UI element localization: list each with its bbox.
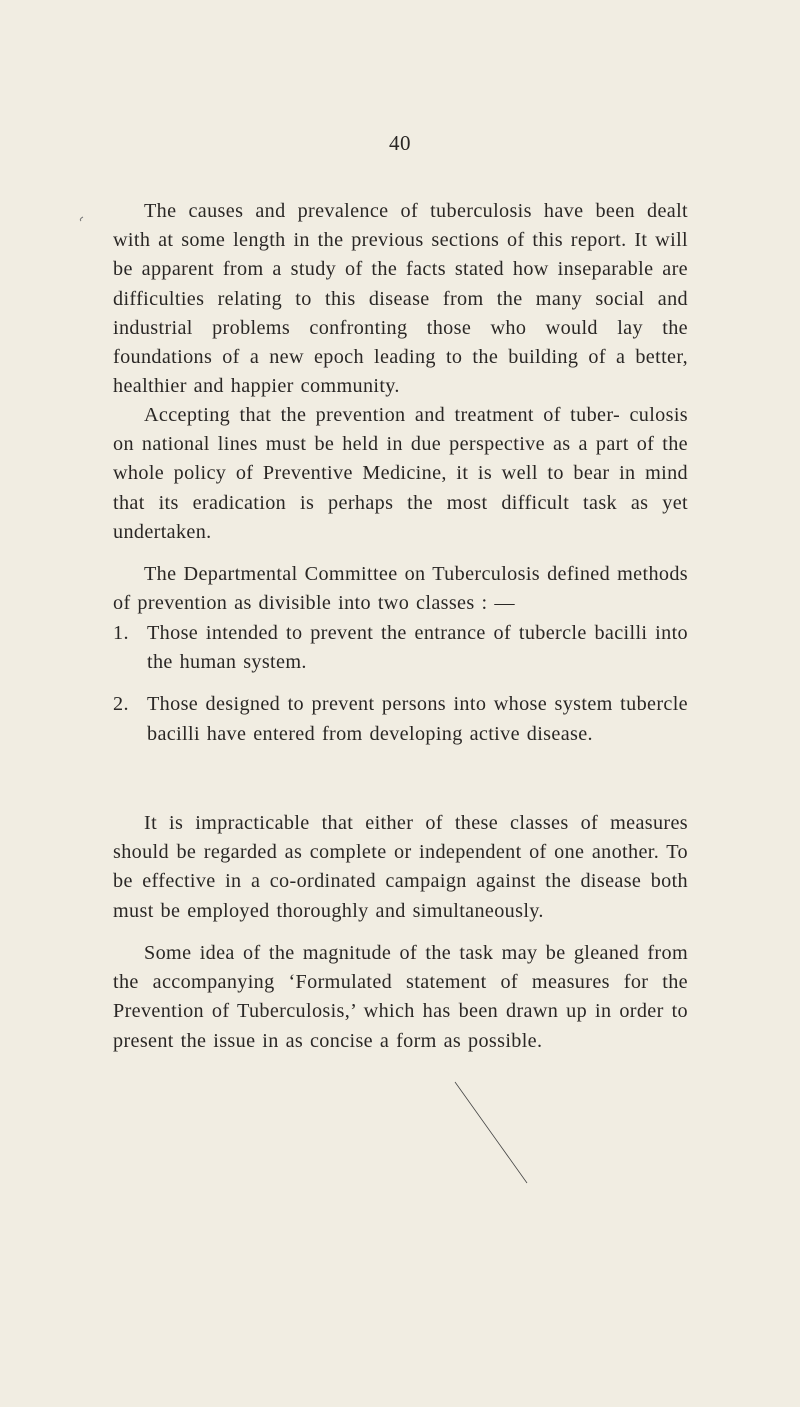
diagonal-pen-line <box>455 1082 527 1183</box>
paragraph-accepting: Accepting that the prevention and treatment of tuber- culosis on national lines must be held in due perspective as a part of the whole policy of Preventive Medicine, it is well to bear in mind that its eradication is perhaps the most difficult task as yet undertaken. <box>113 404 688 543</box>
page-number: 40 <box>389 131 411 155</box>
ink-speck <box>80 217 83 221</box>
list-item <box>113 690 688 748</box>
paragraph-causes: The causes and prevalence of tuberculosis have been dealt with at some length in the previous sections of this report. It will be apparent from a study of the facts stated how inseparable are difficulties relating to this disease from the many social and industrial problems confronting those who would lay the foundations of a new epoch leading to the building of a better, healthier and happier community. <box>113 200 688 398</box>
list-item-number: 2. <box>113 693 129 716</box>
list-item-text: Those intended to prevent the entrance of tubercle bacilli into the human system. <box>147 622 688 674</box>
prevention-classes-list <box>113 619 688 749</box>
list-item <box>113 619 688 677</box>
paragraph-magnitude: Some idea of the magnitude of the task may be gleaned from the accompanying ‘Formulated statement of measures for the Prevention of Tuberculosis,’ which has been drawn up in order to present the issue in as concise a form as possible. <box>113 942 688 1052</box>
paragraph-committee: The Departmental Committee on Tuberculosis defined methods of prevention as divisible into two classes : — <box>113 563 688 615</box>
list-item-text: Those designed to prevent persons into whose system tubercle bacilli have entered from developing active disease. <box>147 693 688 745</box>
list-item-number: 1. <box>113 622 129 644</box>
paragraph-impracticable: It is impracticable that either of these classes of measures should be regarded as complete or independent of one another. To be effective in a co-ordinated campaign against the disease both must be employed thoroughly and simultaneously. <box>113 812 688 922</box>
